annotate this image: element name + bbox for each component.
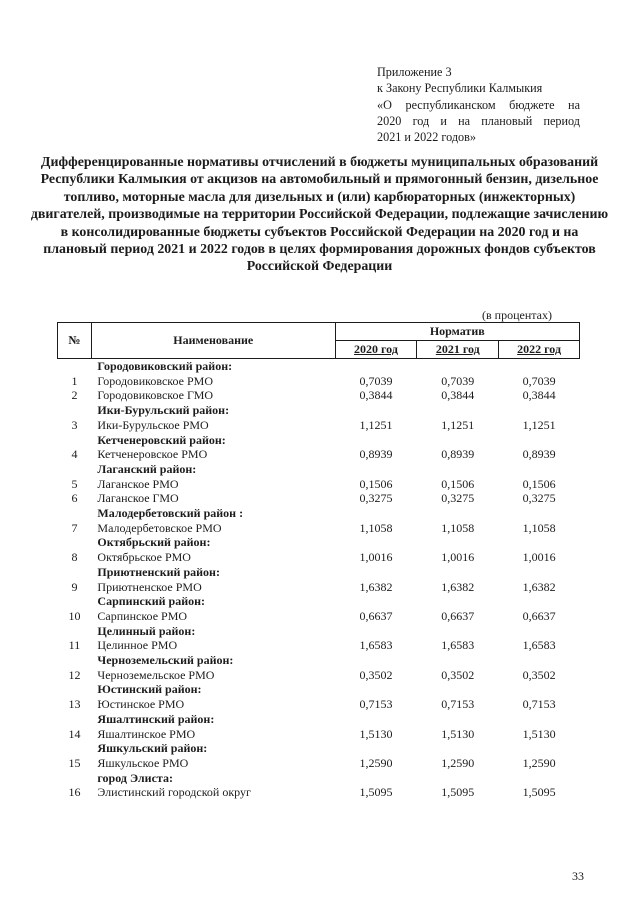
table-row	[58, 727, 580, 742]
empty-cell	[58, 433, 92, 448]
empty-cell	[58, 565, 92, 580]
row-number: 12	[68, 667, 81, 682]
municipality-name: Яшалтинское РМО	[97, 726, 196, 741]
document-title: Дифференцированные нормативы отчислений в бюджеты муниципальных образований Республики Калмыкия от акцизов на автомобильный и прямогонный бензин, дизельное топливо, моторные масла для дизельных и (или) карбюраторных (инжекторных) двигателей, производимые на территории Российской Федерации, подлежащие зачислению в консолидированные бюджеты субъектов Российской Федерации на 2020 год и на плановый период 2021 и 2022 годов в целях формирования дорожных фондов субъектов Российской Федерации	[30, 155, 609, 275]
row-number: 1	[71, 373, 78, 388]
table-row	[58, 521, 580, 536]
norm-2022: 1,1058	[522, 520, 556, 535]
municipality-name: Элистинский городской округ	[97, 785, 251, 800]
district-name: Ики-Бурульский район:	[97, 403, 230, 418]
district-name: Черноземельский район:	[97, 653, 234, 668]
empty-cell	[58, 403, 92, 418]
units-note: (в процентах)	[482, 308, 552, 322]
table-row	[58, 668, 580, 683]
district-name: Яшкульский район:	[97, 741, 208, 756]
norm-2020: 1,5095	[359, 785, 393, 800]
norm-2022: 0,3502	[522, 667, 556, 682]
table-body	[58, 359, 580, 801]
norm-2021: 0,8939	[441, 447, 475, 462]
district-name: Лаганский район:	[97, 461, 197, 476]
norm-2021: 1,6583	[441, 638, 475, 653]
header-norm: Норматив	[335, 323, 579, 341]
norm-2021: 0,7039	[441, 373, 475, 388]
row-number: 5	[71, 476, 78, 491]
district-row	[58, 359, 580, 374]
norm-2021: 1,0016	[441, 550, 475, 565]
empty-cell	[58, 712, 92, 727]
municipality-name: Юстинское РМО	[97, 697, 185, 712]
norm-2022: 0,3844	[522, 388, 556, 403]
appendix-reference	[377, 64, 580, 145]
norm-2022: 1,1251	[522, 417, 556, 432]
district-row	[58, 403, 580, 418]
district-row	[58, 624, 580, 639]
table-row	[58, 491, 580, 506]
municipality-name: Кетченеровское РМО	[97, 447, 208, 462]
header-name: Наименование	[91, 323, 335, 359]
norm-2020: 1,0016	[359, 550, 393, 565]
row-number: 10	[68, 608, 81, 623]
district-name: Приютненский район:	[97, 564, 220, 579]
appendix-line: Приложение 3	[377, 65, 452, 79]
norm-2020: 1,1251	[359, 417, 393, 432]
norm-2022: 1,2590	[522, 755, 556, 770]
municipality-name: Октябрьское РМО	[97, 550, 191, 565]
empty-cell	[58, 741, 92, 756]
empty-cell	[58, 594, 92, 609]
norm-2020: 1,1058	[359, 520, 393, 535]
table-row	[58, 785, 580, 800]
district-name: Городовиковский район:	[97, 359, 233, 373]
appendix-line: 2021 и 2022 годов»	[377, 130, 476, 145]
table-row	[58, 374, 580, 389]
municipality-name: Городовиковское ГМО	[97, 388, 214, 403]
row-number: 3	[71, 417, 78, 432]
page-number: 33	[572, 869, 584, 883]
empty-cell	[58, 624, 92, 639]
norm-2020: 0,6637	[359, 608, 393, 623]
norm-2021: 0,3844	[441, 388, 475, 403]
norm-2022: 1,5095	[522, 785, 556, 800]
district-row	[58, 653, 580, 668]
norm-2021: 0,3502	[441, 667, 475, 682]
district-row	[58, 433, 580, 448]
header-year-2021: 2021 год	[417, 341, 499, 359]
table-row	[58, 580, 580, 595]
norm-2020: 0,3844	[359, 388, 393, 403]
header-year-2022: 2022 год	[499, 341, 580, 359]
municipality-name: Ики-Бурульское РМО	[97, 417, 209, 432]
district-row	[58, 462, 580, 477]
table-row	[58, 388, 580, 403]
district-row	[58, 771, 580, 786]
district-row	[58, 682, 580, 697]
norm-2021: 1,5095	[441, 785, 475, 800]
row-number: 13	[68, 697, 81, 712]
municipality-name: Черноземельское РМО	[97, 667, 215, 682]
table-row	[58, 609, 580, 624]
norm-2022: 0,8939	[522, 447, 556, 462]
appendix-line: 2020 год и на плановый период	[377, 113, 580, 128]
district-name: Яшалтинский район:	[97, 711, 215, 726]
header-num: №	[58, 323, 92, 359]
norm-2020: 0,1506	[359, 476, 393, 491]
table-row	[58, 550, 580, 565]
row-number: 6	[71, 491, 78, 506]
table-row	[58, 447, 580, 462]
row-number: 15	[68, 755, 81, 770]
norm-2020: 1,5130	[359, 726, 393, 741]
district-name: Сарпинский район:	[97, 594, 206, 609]
empty-cell	[58, 462, 92, 477]
header-year-2020: 2020 год	[335, 341, 417, 359]
norm-2021: 0,6637	[441, 608, 475, 623]
district-row	[58, 506, 580, 521]
norms-table	[57, 322, 580, 800]
district-name: Октябрьский район:	[97, 535, 211, 550]
row-number: 8	[71, 550, 78, 565]
empty-cell	[58, 653, 92, 668]
municipality-name: Городовиковское РМО	[97, 373, 213, 388]
norm-2021: 1,2590	[441, 755, 475, 770]
row-number: 11	[68, 638, 81, 653]
norm-2021: 1,1251	[441, 417, 475, 432]
norm-2021: 1,5130	[441, 726, 475, 741]
norm-2020: 0,3275	[359, 491, 393, 506]
norm-2022: 0,6637	[522, 608, 556, 623]
district-row	[58, 712, 580, 727]
table-row	[58, 697, 580, 712]
municipality-name: Лаганское ГМО	[97, 491, 179, 506]
norm-2021: 0,1506	[441, 476, 475, 491]
district-name: Юстинский район:	[97, 682, 202, 697]
empty-cell	[58, 682, 92, 697]
norm-2020: 1,2590	[359, 755, 393, 770]
district-name: Целинный район:	[97, 623, 196, 638]
empty-cell	[58, 359, 92, 374]
norm-2022: 0,3275	[522, 491, 556, 506]
row-number: 9	[71, 579, 78, 594]
municipality-name: Малодербетовское РМО	[97, 520, 222, 535]
norm-2020: 0,7039	[359, 373, 393, 388]
table-row	[58, 477, 580, 492]
district-name: город Элиста:	[97, 770, 173, 785]
municipality-name: Лаганское РМО	[97, 476, 179, 491]
norm-2022: 1,6583	[522, 638, 556, 653]
district-name: Кетченеровский район:	[97, 432, 226, 447]
district-row	[58, 741, 580, 756]
table-row	[58, 756, 580, 771]
norm-2020: 0,8939	[359, 447, 393, 462]
empty-cell	[58, 771, 92, 786]
municipality-name: Сарпинское РМО	[97, 608, 188, 623]
norm-2021: 1,6382	[441, 579, 475, 594]
norm-2020: 1,6382	[359, 579, 393, 594]
table-row	[58, 418, 580, 433]
norm-2022: 0,1506	[522, 476, 556, 491]
row-number: 7	[71, 520, 78, 535]
norm-2021: 1,1058	[441, 520, 475, 535]
empty-cell	[58, 506, 92, 521]
norm-2022: 1,6382	[522, 579, 556, 594]
norm-2022: 1,5130	[522, 726, 556, 741]
norm-2022: 0,7039	[522, 373, 556, 388]
appendix-line: «О республиканском бюджете на	[377, 97, 580, 112]
norm-2021: 0,7153	[441, 697, 475, 712]
district-row	[58, 535, 580, 550]
norm-2022: 0,7153	[522, 697, 556, 712]
row-number: 2	[71, 388, 78, 403]
norm-2020: 0,7153	[359, 697, 393, 712]
municipality-name: Приютненское РМО	[97, 579, 202, 594]
row-number: 4	[71, 447, 78, 462]
norm-2020: 1,6583	[359, 638, 393, 653]
norm-2021: 0,3275	[441, 491, 475, 506]
municipality-name: Яшкульское РМО	[97, 755, 189, 770]
table-row	[58, 638, 580, 653]
row-number: 14	[68, 726, 81, 741]
appendix-line: к Закону Республики Калмыкия	[377, 81, 543, 96]
municipality-name: Целинное РМО	[97, 638, 178, 653]
empty-cell	[58, 535, 92, 550]
district-name: Малодербетовский район :	[97, 506, 244, 521]
district-row	[58, 594, 580, 609]
row-number: 16	[68, 785, 81, 800]
norm-2022: 1,0016	[522, 550, 556, 565]
district-row	[58, 565, 580, 580]
norm-2020: 0,3502	[359, 667, 393, 682]
